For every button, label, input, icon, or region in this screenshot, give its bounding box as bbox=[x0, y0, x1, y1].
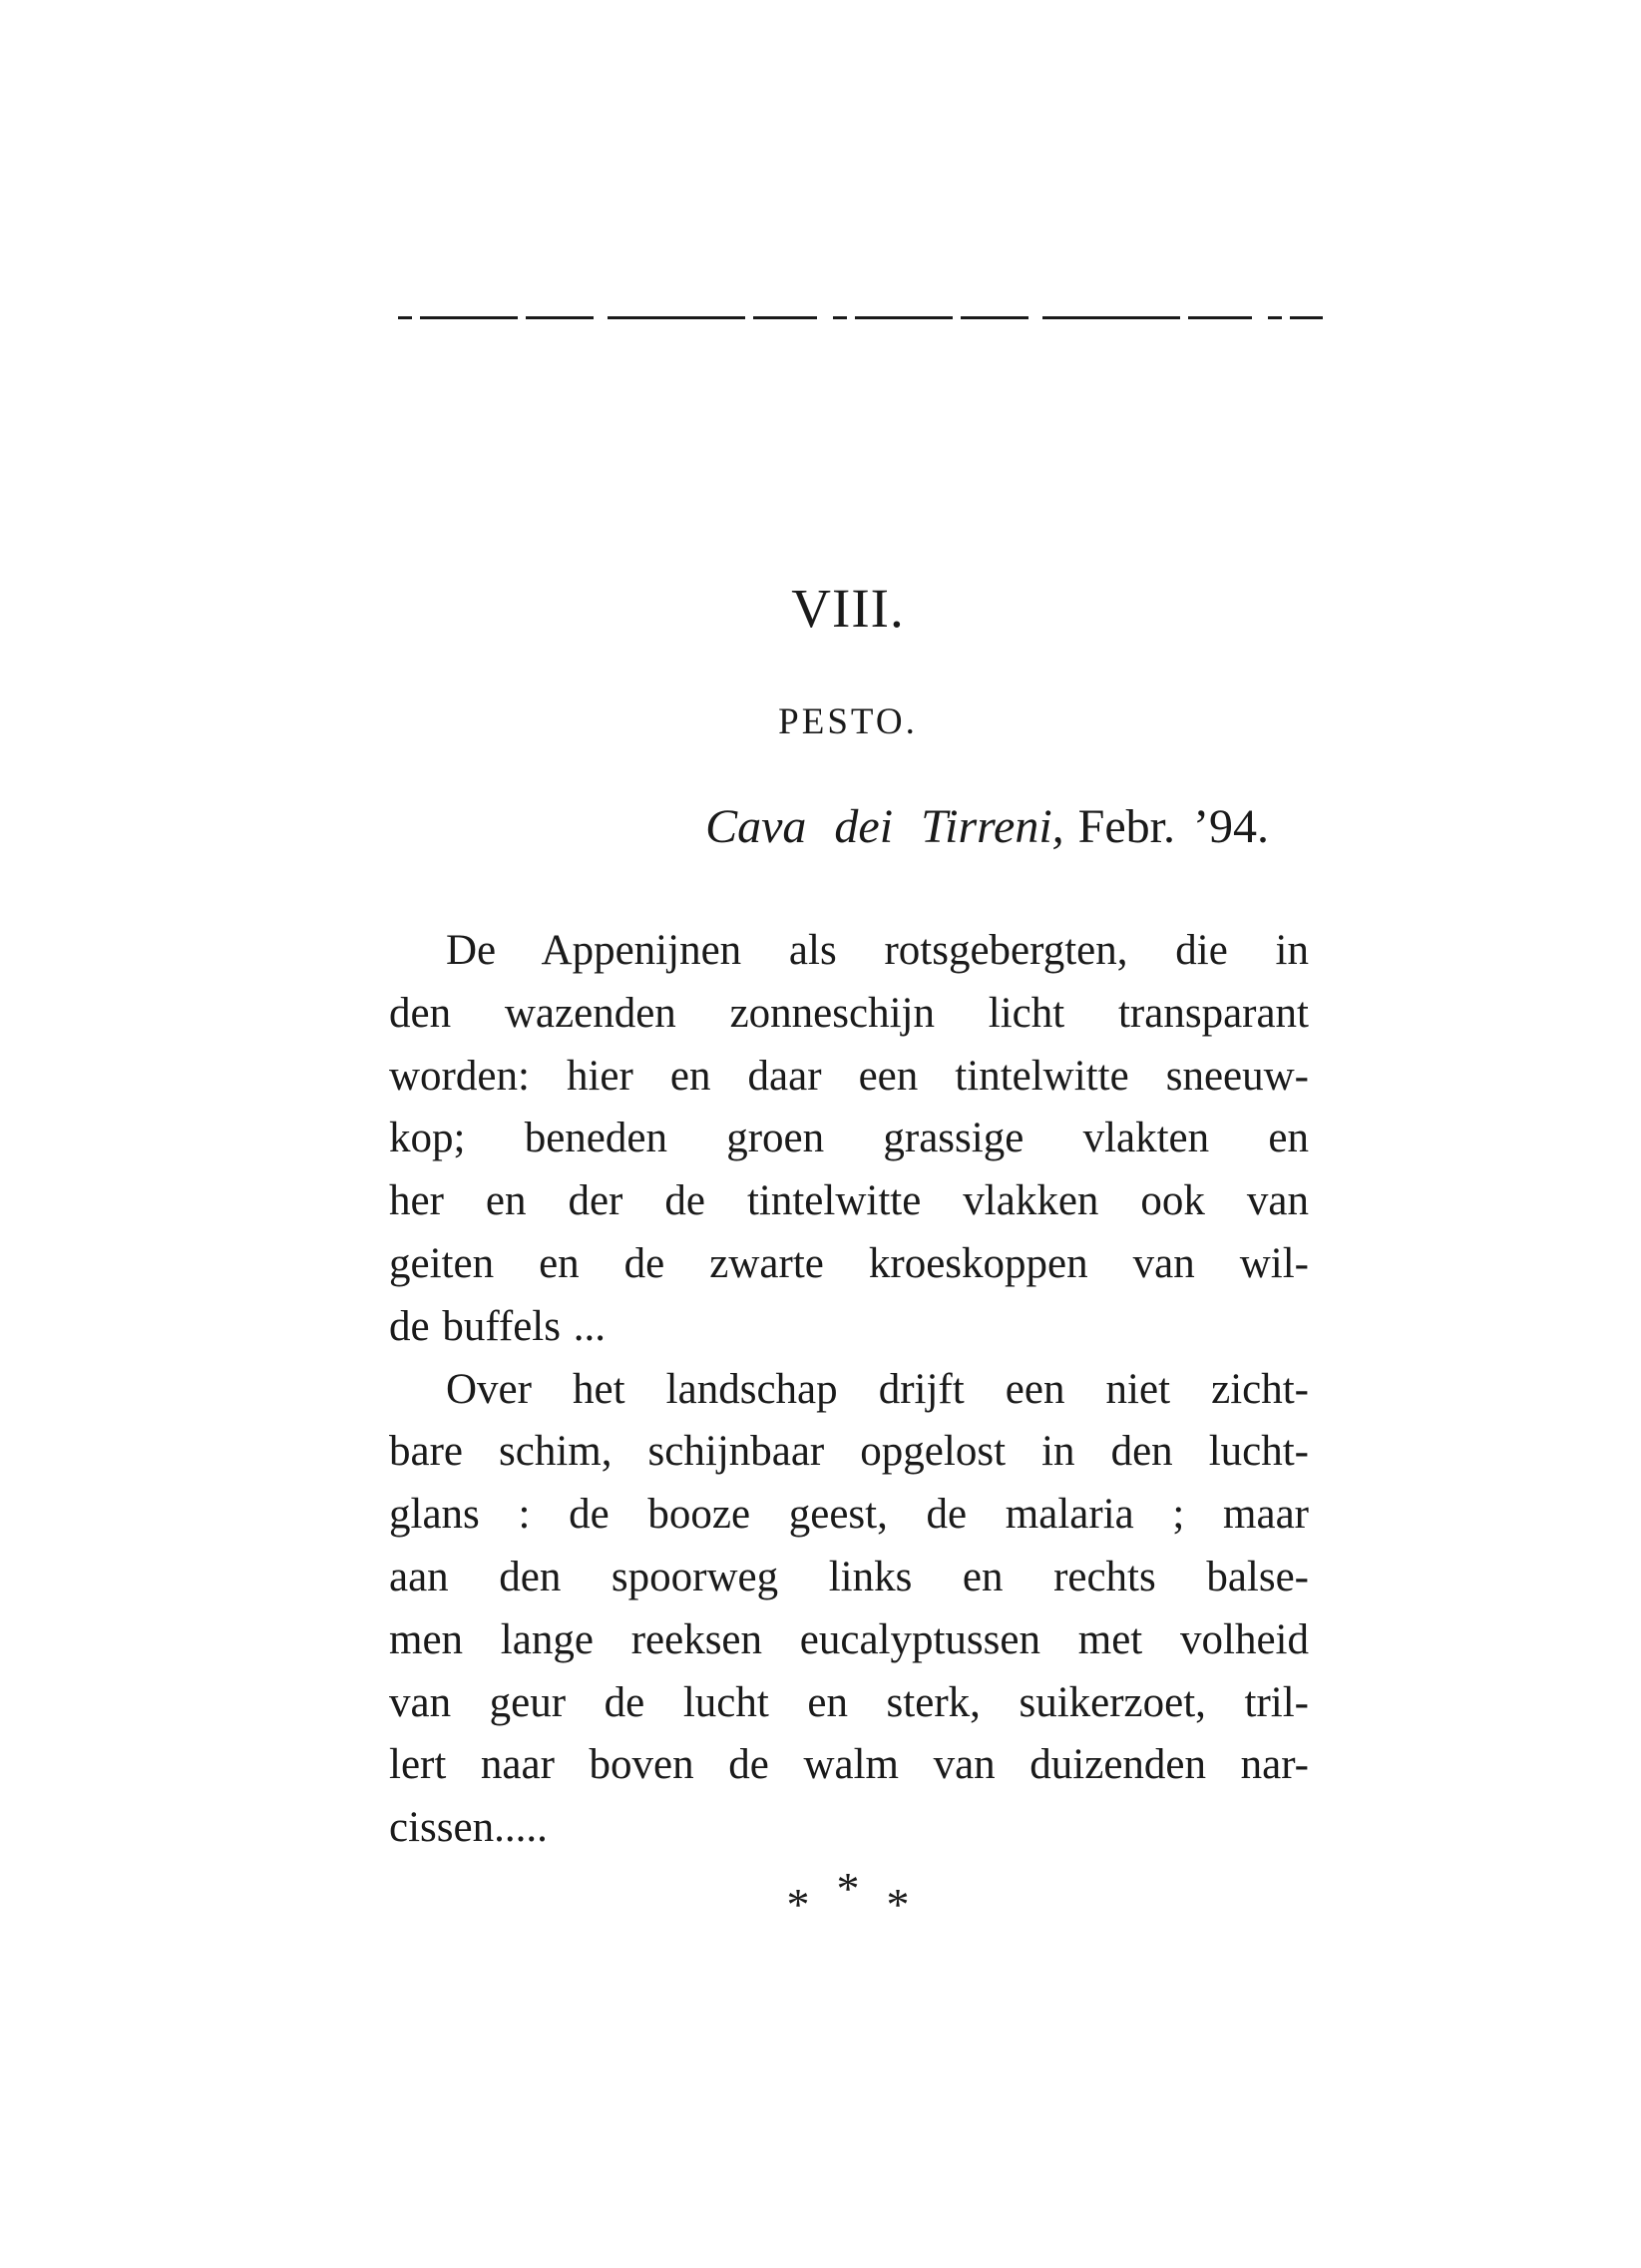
dateline-place: Cava dei Tirreni, bbox=[705, 800, 1064, 853]
body-line: men lange reeksen eucalyptussen met volheid bbox=[389, 1615, 1309, 1663]
body-line: her en der de tintelwitte vlakken ook van bbox=[389, 1177, 1309, 1225]
body-line: aan den spoorweg links en rechts balse- bbox=[389, 1553, 1309, 1600]
section-divider-rule bbox=[398, 316, 1323, 319]
body-line: van geur de lucht en sterk, suikerzoet, tril- bbox=[389, 1678, 1309, 1726]
body-line: geiten en de zwarte kroeskoppen van wil- bbox=[389, 1239, 1309, 1287]
asterisk-left-icon: * bbox=[786, 1879, 810, 1930]
body-line: kop; beneden groen grassige vlakten en bbox=[389, 1115, 1309, 1162]
chapter-number-heading: VIII. bbox=[791, 578, 905, 639]
body-line: den wazenden zonneschijn licht transparant bbox=[389, 989, 1309, 1037]
body-line: De Appenijnen als rotsgebergten, die in bbox=[446, 927, 1309, 974]
body-line: glans : de booze geest, de malaria ; maar bbox=[389, 1491, 1309, 1539]
body-line: cissen..... bbox=[389, 1804, 548, 1852]
body-line: lert naar boven de walm van duizenden nar- bbox=[389, 1741, 1309, 1789]
body-line: worden: hier en daar een tintelwitte sneeuw- bbox=[389, 1052, 1309, 1100]
asterisk-right-icon: * bbox=[886, 1879, 910, 1930]
body-line: de buffels ... bbox=[389, 1302, 606, 1350]
body-text bbox=[389, 920, 1309, 1860]
dateline-date: Febr. ’94. bbox=[1077, 800, 1269, 853]
body-line: Over het landschap drijft een niet zicht- bbox=[446, 1365, 1309, 1413]
asterism-divider bbox=[387, 1863, 1309, 1930]
asterisk-middle-icon: * bbox=[836, 1863, 860, 1914]
section-title: PESTO. bbox=[778, 701, 918, 742]
dateline bbox=[387, 798, 1309, 856]
body-line: bare schim, schijnbaar opgelost in den lucht- bbox=[389, 1428, 1309, 1476]
